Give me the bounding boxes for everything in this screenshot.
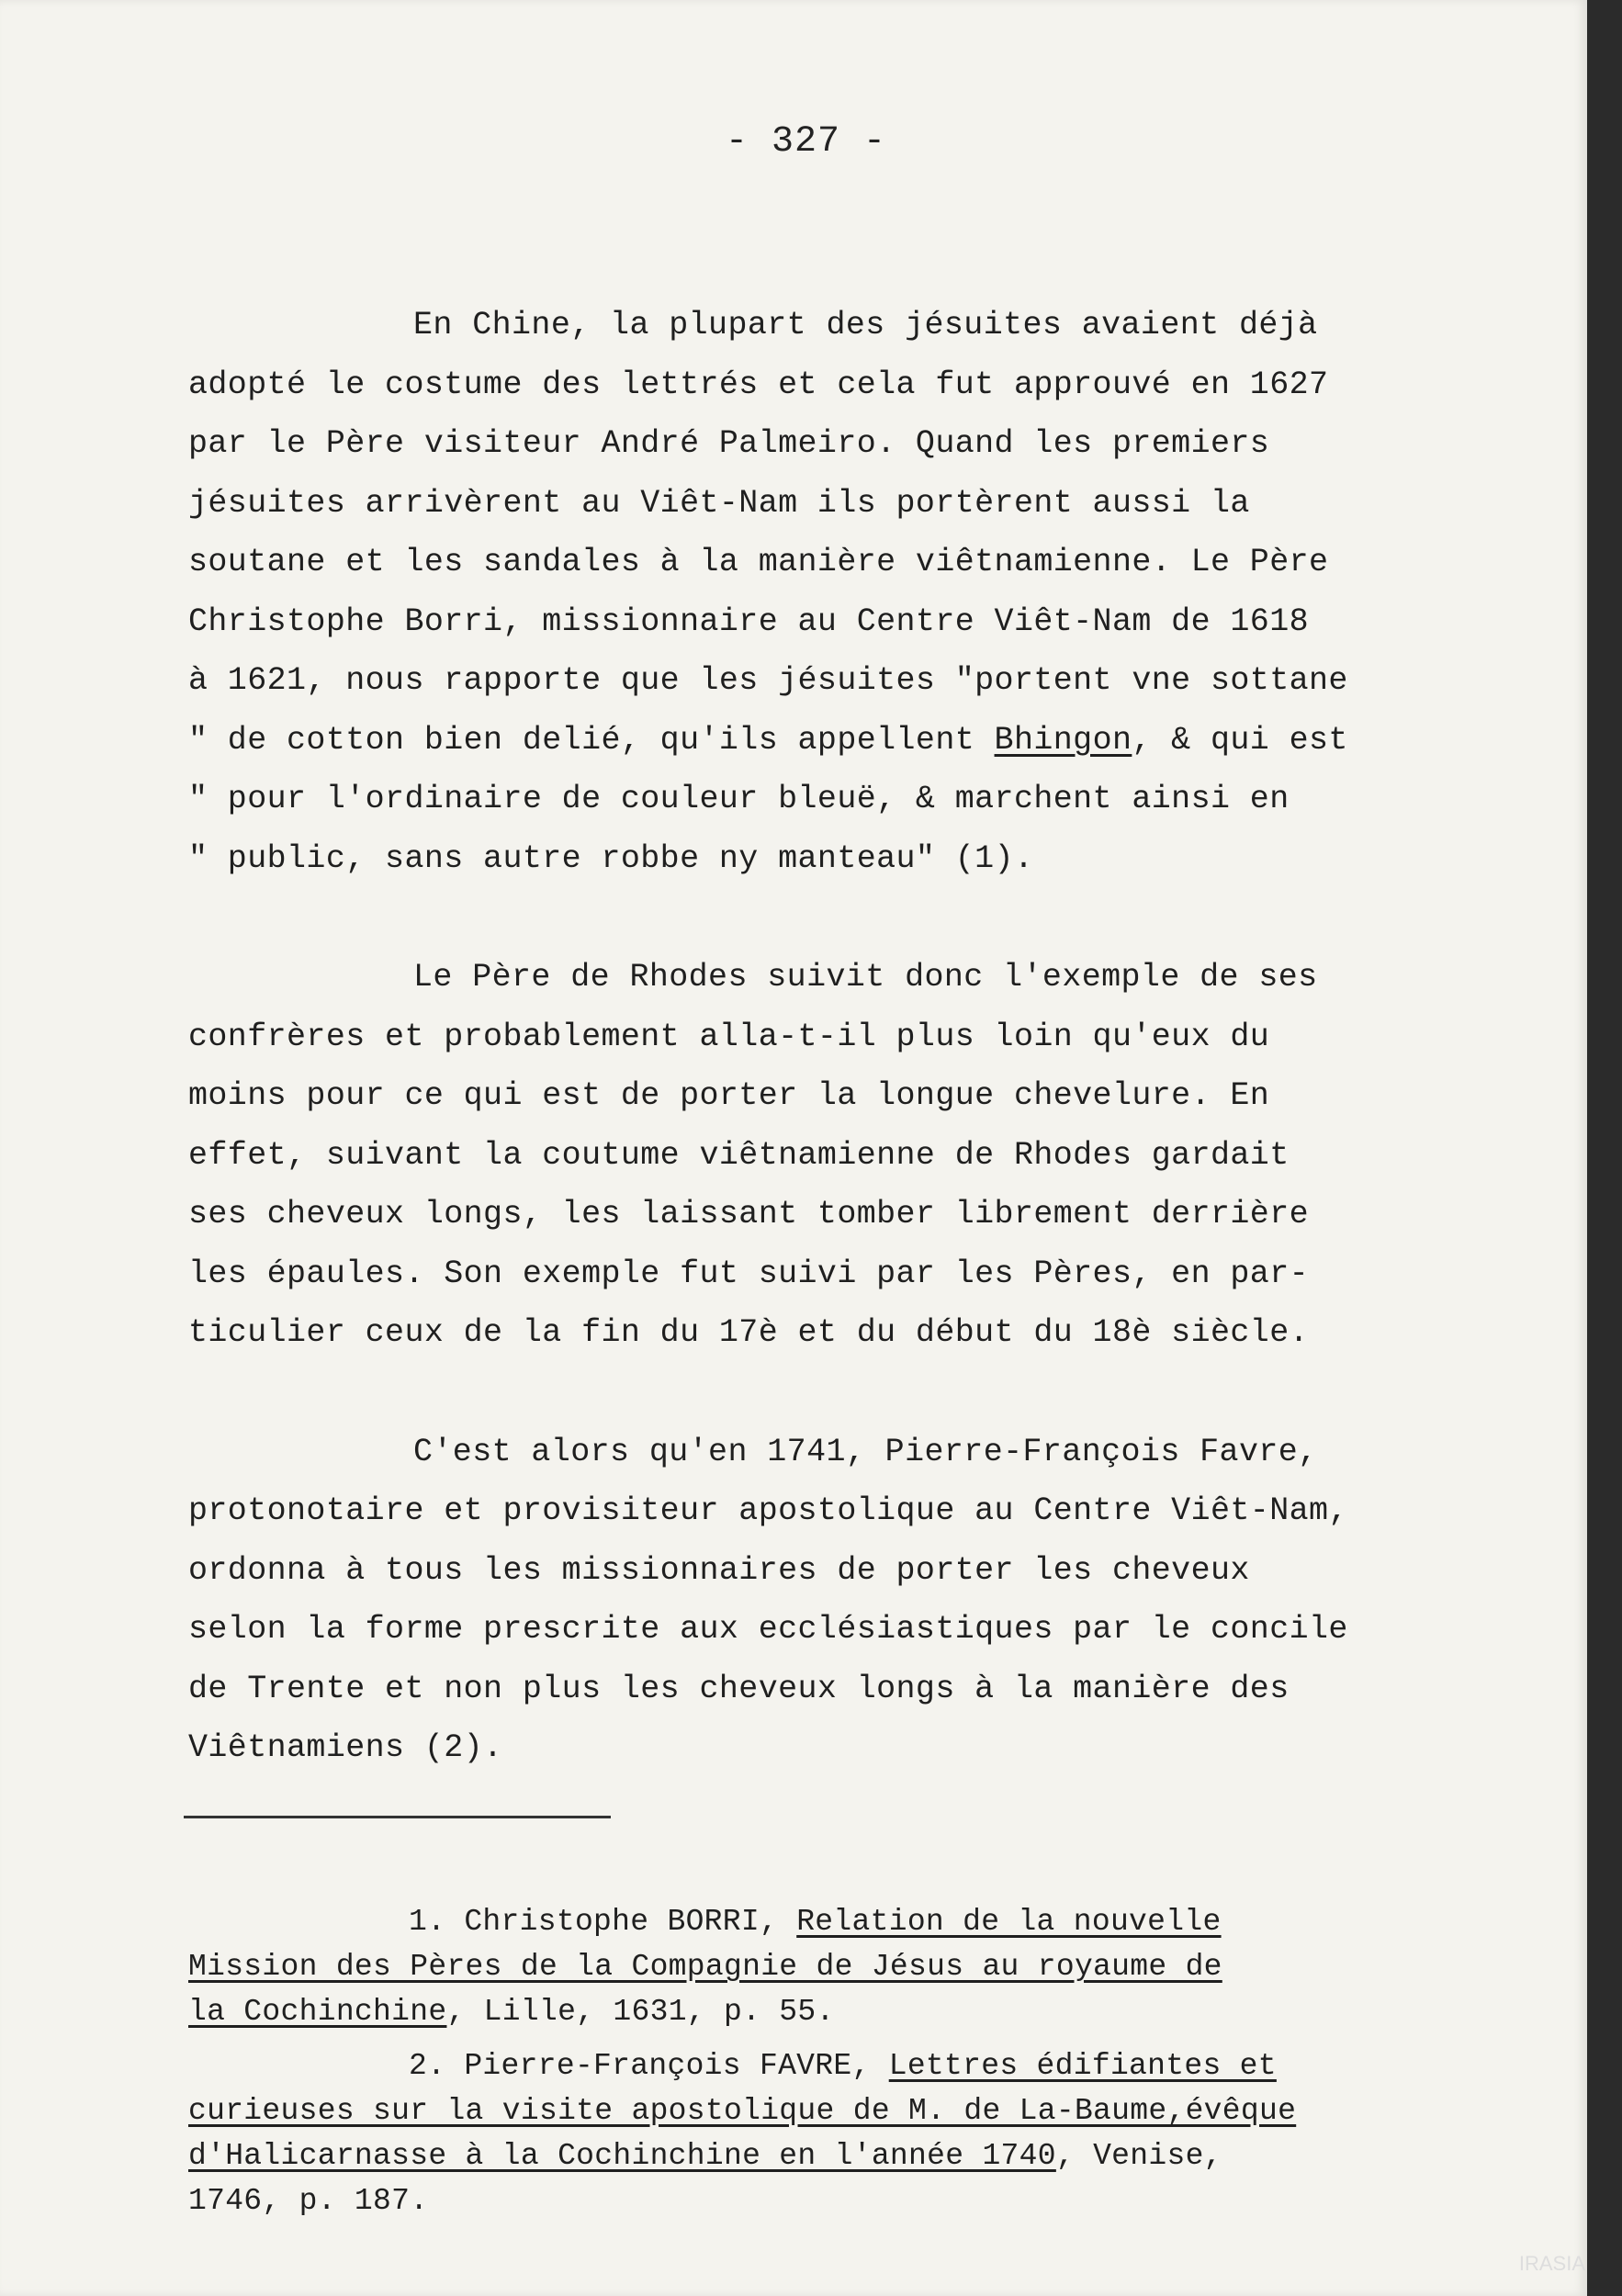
text-segment: , & qui est bbox=[1132, 721, 1348, 759]
watermark: IRASIA bbox=[1518, 2252, 1585, 2275]
text-line: soutane et les sandales à la manière viêtnamienne. Le Père bbox=[188, 544, 1329, 580]
footnote-title: Mission des Pères de la Compagnie de Jésus au royaume de bbox=[188, 1950, 1222, 1984]
paragraph-2 bbox=[188, 948, 1548, 1363]
paragraph-1 bbox=[188, 296, 1548, 888]
footnote-line bbox=[188, 2133, 1548, 2178]
footnote-title: la Cochinchine bbox=[188, 1995, 447, 2029]
text-line: effet, suivant la coutume viêtnamienne de Rhodes gardait bbox=[188, 1136, 1290, 1174]
text-line: par le Père visiteur André Palmeiro. Quand les premiers bbox=[188, 425, 1270, 462]
footnote-number: 2. bbox=[409, 2049, 446, 2083]
text-segment: " de cotton bien delié, qu'ils appellent bbox=[188, 721, 995, 759]
text-line: jésuites arrivèrent au Viêt-Nam ils portèrent aussi la bbox=[188, 484, 1250, 522]
text-line: " pour l'ordinaire de couleur bleuë, & marchent ainsi en bbox=[188, 781, 1290, 817]
text-line: ticulier ceux de la fin du 17è et du début du 18è siècle. bbox=[188, 1314, 1309, 1351]
text-line: de Trente et non plus les cheveux longs à la manière des bbox=[188, 1670, 1290, 1707]
footnote-line bbox=[188, 2088, 1548, 2133]
footnote-line bbox=[188, 1989, 1548, 2034]
text-line: C'est alors qu'en 1741, Pierre-François Favre, bbox=[413, 1433, 1318, 1470]
text-line: ordonna à tous les missionnaires de porter les cheveux bbox=[188, 1551, 1250, 1589]
underlined-term: Bhingon bbox=[994, 721, 1132, 759]
footnote-title: curieuses sur la visite apostolique de M. de La-Baume,évêque bbox=[188, 2094, 1297, 2128]
footnote-title: d'Halicarnasse à la Cochinchine en l'année 1740 bbox=[188, 2139, 1056, 2173]
footnote-separator bbox=[184, 1816, 611, 1818]
footnote-number: 1. bbox=[409, 1905, 446, 1939]
footnote-citation: , Lille, 1631, p. 55. bbox=[446, 1995, 835, 2029]
text-line: ses cheveux longs, les laissant tomber librement derrière bbox=[188, 1196, 1309, 1232]
footnote-title: Lettres édifiantes et bbox=[888, 2049, 1277, 2083]
text-line: " public, sans autre robbe ny manteau" (1). bbox=[188, 839, 1034, 877]
text-line: confrères et probablement alla-t-il plus loin qu'eux du bbox=[188, 1018, 1270, 1055]
text-line: à 1621, nous rapporte que les jésuites "portent vne sottane bbox=[188, 662, 1348, 699]
footnote-line bbox=[188, 1899, 1548, 1944]
text-line: Viêtnamiens (2). bbox=[188, 1729, 503, 1766]
text-line: Christophe Borri, missionnaire au Centre Viêt-Nam de 1618 bbox=[188, 602, 1309, 640]
text-line: adopté le costume des lettrés et cela fut approuvé en 1627 bbox=[188, 366, 1329, 403]
page-number: - 327 - bbox=[726, 121, 887, 163]
footnote-line bbox=[188, 2043, 1548, 2088]
footnote-title: Relation de la nouvelle bbox=[796, 1905, 1222, 1939]
footnotes bbox=[188, 1899, 1548, 2233]
paragraph-3 bbox=[188, 1423, 1548, 1778]
text-line: les épaules. Son exemple fut suivi par les Pères, en par- bbox=[188, 1255, 1309, 1292]
footnote-2 bbox=[188, 2043, 1548, 2223]
text-line: moins pour ce qui est de porter la longue chevelure. En bbox=[188, 1077, 1270, 1114]
footnote-1 bbox=[188, 1899, 1548, 2034]
text-line: selon la forme prescrite aux ecclésiastiques par le concile bbox=[188, 1611, 1348, 1648]
text-line: protonotaire et provisiteur apostolique au Centre Viêt-Nam, bbox=[188, 1492, 1348, 1529]
text-line bbox=[188, 711, 1548, 771]
footnote-line: 1746, p. 187. bbox=[188, 2184, 429, 2218]
body-text bbox=[188, 296, 1548, 1838]
footnote-author: Christophe BORRI, bbox=[464, 1905, 779, 1939]
text-line: Le Père de Rhodes suivit donc l'exemple de ses bbox=[413, 959, 1318, 996]
text-line: En Chine, la plupart des jésuites avaient déjà bbox=[413, 307, 1318, 343]
footnote-author: Pierre-François FAVRE, bbox=[464, 2049, 871, 2083]
footnote-line bbox=[188, 1944, 1548, 1989]
footnote-citation: , Venise, bbox=[1055, 2139, 1222, 2173]
